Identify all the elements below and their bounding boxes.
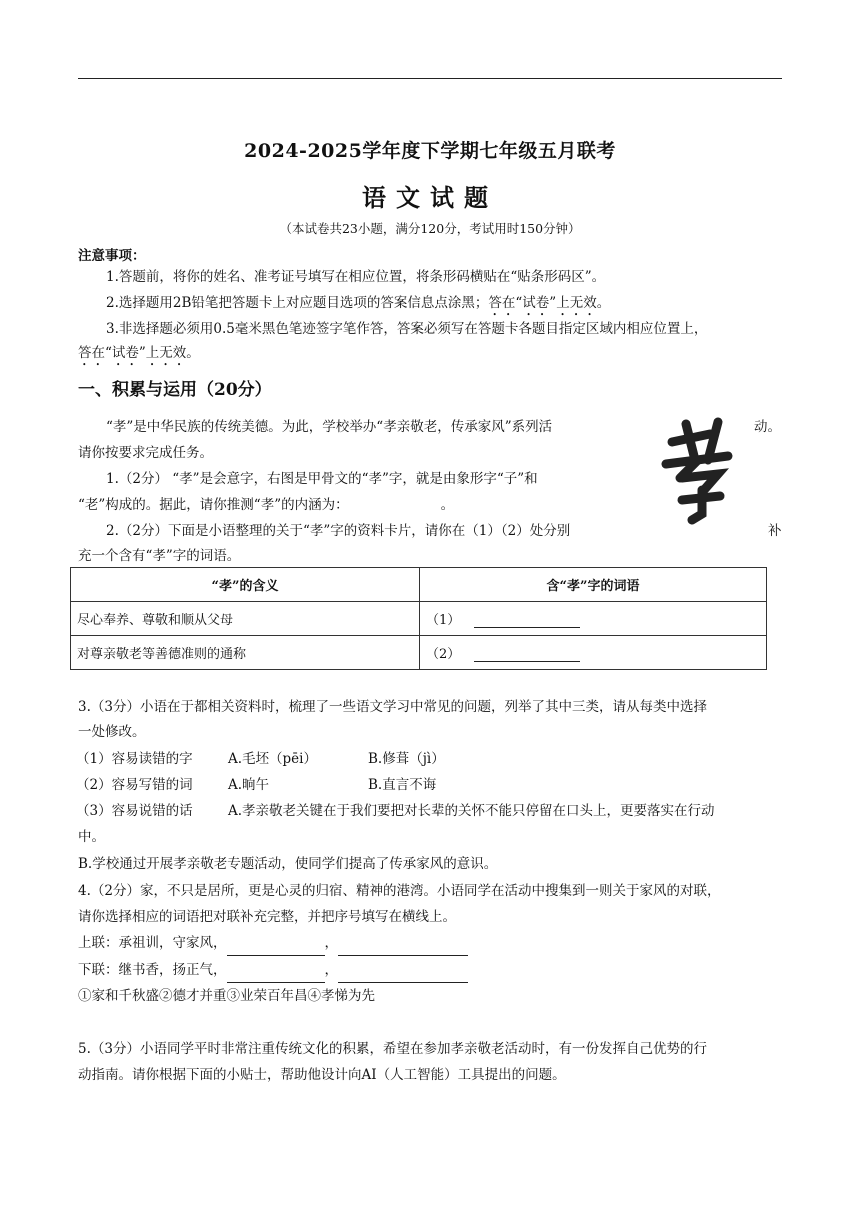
q3-option-row-3-b: B.学校通过开展孝亲敬老专题活动，使同学们提高了传承家风的意识。 bbox=[78, 856, 498, 872]
notice-item-1: 1.答题前，将你的姓名、准考证号填写在相应位置，将条形码横贴在“贴条形码区”。 bbox=[106, 269, 606, 285]
section-heading: 一、积累与运用（20分） bbox=[78, 380, 272, 400]
notice-emphasis: 答在“试卷”上无效。 bbox=[488, 295, 611, 311]
subject-title: 语文试题 bbox=[362, 183, 498, 212]
q3-stem-2: 一处修改。 bbox=[78, 724, 146, 740]
table-row bbox=[71, 636, 767, 670]
card-answer-cell: （1） bbox=[420, 602, 767, 636]
q2-line-1-end: 补 bbox=[768, 523, 782, 539]
card-header-meaning: “孝”的含义 bbox=[71, 568, 420, 602]
q3-option-row-3: （3）容易说错的话 A.孝亲敬老关键在于我们要把对长辈的关怀不能只停留在口头上，更要落实在行动 bbox=[76, 803, 715, 819]
exam-info: （本试卷共23小题，满分120分，考试用时150分钟） bbox=[279, 221, 581, 236]
notice-item-2: 2.选择题用2B铅笔把答题卡上对应题目选项的答案信息点涂黑；答在“试卷”上无效。 bbox=[106, 295, 611, 311]
intro-line-2: 请你按要求完成任务。 bbox=[78, 445, 213, 461]
q3-option-row-3-cont: 中。 bbox=[78, 829, 105, 845]
notice-emphasis: 答在“试卷”上无效。 bbox=[78, 345, 200, 361]
table-row bbox=[71, 602, 767, 636]
q4-stem-1: 4.（2分）家，不只是居所，更是心灵的归宿、精神的港湾。小语同学在活动中搜集到一则关于家风的对联， bbox=[78, 883, 721, 899]
upper-blank-2[interactable] bbox=[338, 939, 468, 956]
card-answer-cell: （2） bbox=[420, 636, 767, 670]
card-header-words: 含“孝”字的词语 bbox=[420, 568, 767, 602]
lower-blank-1[interactable] bbox=[227, 966, 325, 983]
intro-line-1: “孝”是中华民族的传统美德。为此，学校举办“孝亲敬老，传承家风”系列活 bbox=[106, 419, 553, 435]
top-rule bbox=[78, 78, 782, 79]
q2-line-2: 充一个含有“孝”字的词语。 bbox=[78, 548, 241, 564]
q5-stem-2: 动指南。请你根据下面的小贴士，帮助他设计向AI（人工智能）工具提出的问题。 bbox=[78, 1067, 566, 1083]
upper-blank-1[interactable] bbox=[227, 939, 325, 956]
q4-stem-2: 请你选择相应的词语把对联补充完整，并把序号填写在横线上。 bbox=[78, 909, 456, 925]
q3-option-row-1: （1）容易读错的字 A.毛坯（pēi） B.修葺（jì） bbox=[76, 751, 445, 767]
q4-lower-couplet: 下联：继书香，扬正气， ， bbox=[78, 957, 782, 983]
notice-item-3: 3.非选择题必须用0.5毫米黑色笔迹签字笔作答，答案必须写在答题卡各题目指定区域内相应位置上， bbox=[106, 321, 708, 337]
q1-line-1: 1.（2分） “孝”是会意字，右图是甲骨文的“孝”字，就是由象形字“子”和 bbox=[106, 471, 538, 487]
lower-blank-2[interactable] bbox=[338, 966, 468, 983]
xiao-info-card bbox=[70, 567, 767, 670]
answer-blank-1[interactable] bbox=[474, 611, 580, 628]
q5-stem-1: 5.（3分）小语同学平时非常注重传统文化的积累，希望在参加孝亲敬老活动时，有一份发挥自己优势的行 bbox=[78, 1041, 707, 1057]
exam-title: 2024-2025学年度下学期七年级五月联考 bbox=[244, 140, 616, 162]
intro-line-1-end: 动。 bbox=[754, 419, 781, 435]
q4-upper-couplet: 上联：承祖训，守家风， ， bbox=[78, 930, 782, 956]
q2-line-1: 2.（2分）下面是小语整理的关于“孝”字的资料卡片，请你在（1）（2）处分别 bbox=[106, 523, 571, 539]
q3-option-row-2: （2）容易写错的词 A.晌午 B.直言不诲 bbox=[76, 777, 437, 793]
answer-blank-2[interactable] bbox=[474, 645, 580, 662]
q1-line-2: “老”构成的。据此，请你推测“孝”的内涵为： 。 bbox=[78, 497, 455, 513]
notice-heading: 注意事项： bbox=[78, 248, 146, 264]
oracle-bone-xiao-image bbox=[658, 416, 738, 526]
card-header-row bbox=[71, 568, 767, 602]
notice-item-3-cont bbox=[78, 340, 782, 369]
q3-stem-1: 3.（3分）小语在于都相关资料时，梳理了一些语文学习中常见的问题，列举了其中三类，请从每类中选择 bbox=[78, 699, 707, 715]
card-meaning: 对尊亲敬老等善德准则的通称 bbox=[71, 636, 420, 670]
q4-options: ①家和千秋盛②德才并重③业荣百年昌④孝悌为先 bbox=[78, 988, 375, 1004]
card-meaning: 尽心奉养、尊敬和顺从父母 bbox=[71, 602, 420, 636]
